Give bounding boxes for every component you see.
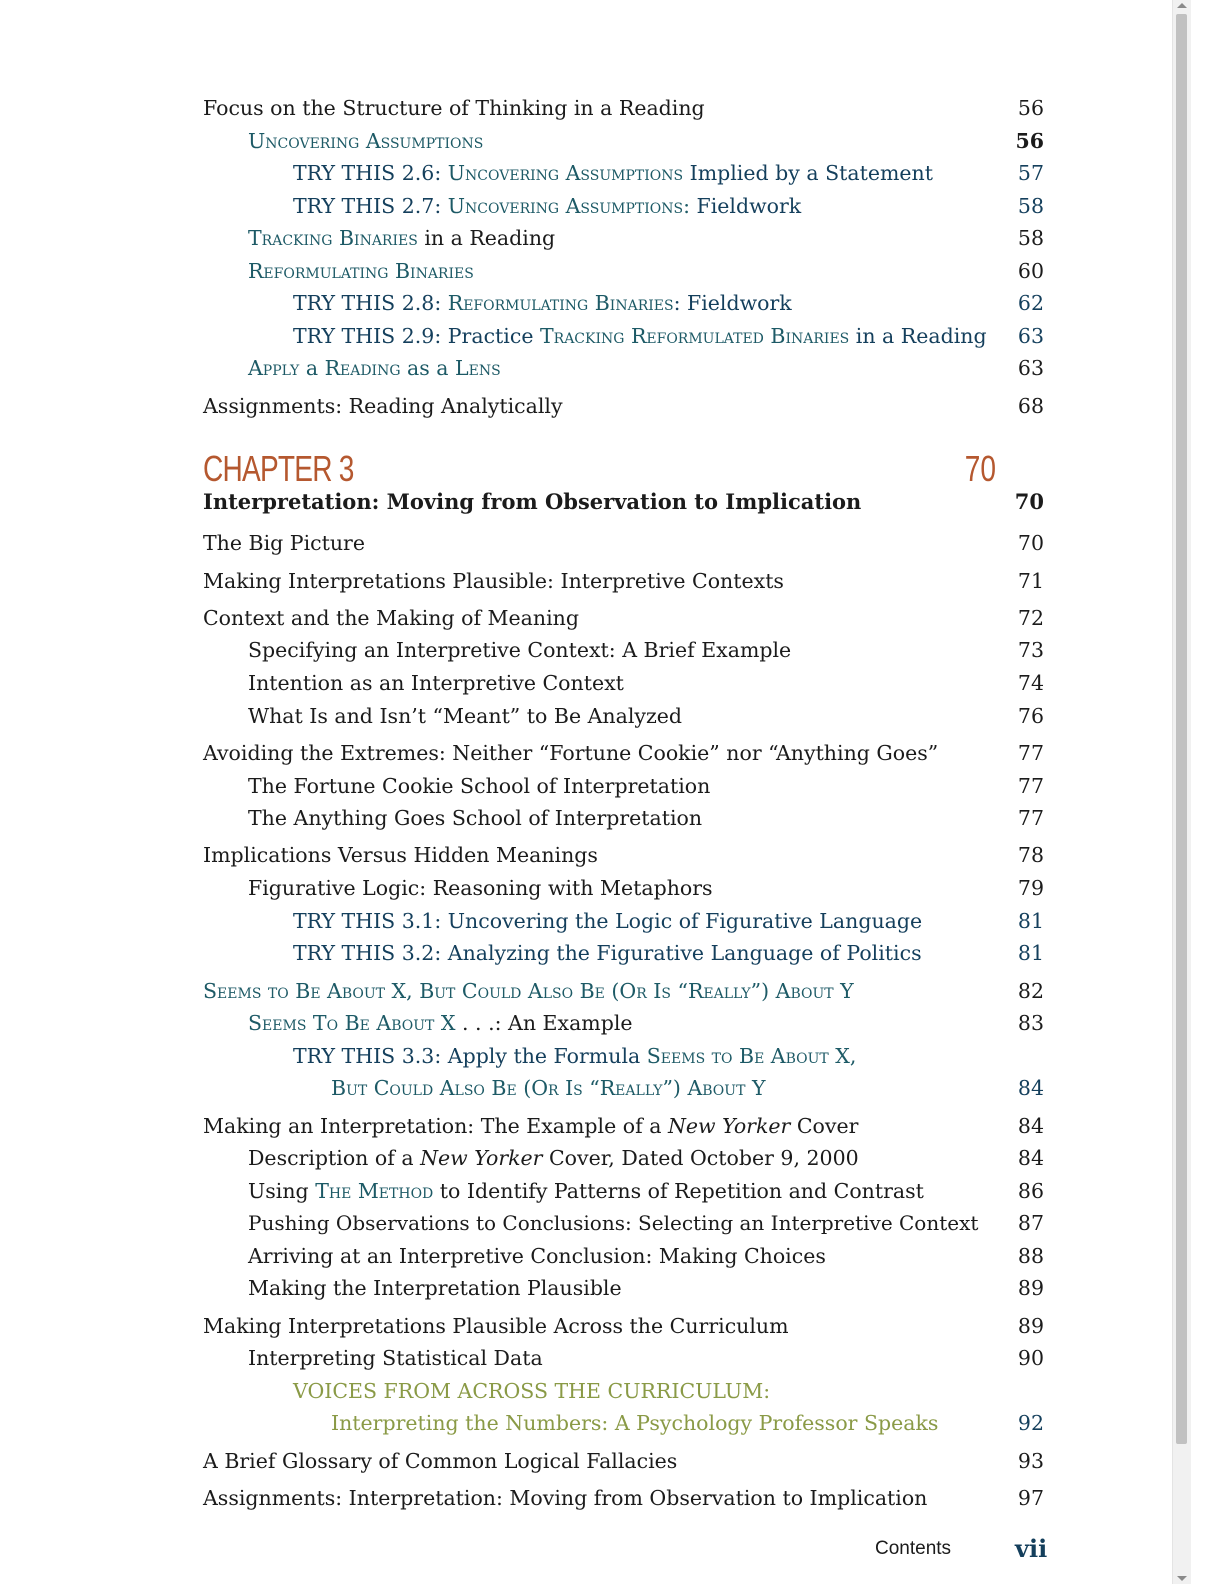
toc-entry-page: 89 (1017, 1276, 1044, 1300)
toc-entry-page: 86 (1017, 1179, 1044, 1203)
toc-entry-page: 84 (1017, 1146, 1044, 1170)
toc-entry-title: TRY THIS 2.9: Practice Tracking Reformulated Binaries in a Reading (293, 324, 987, 348)
toc-entry (203, 324, 1044, 356)
toc-entry (203, 194, 1044, 226)
toc-entry-title: What Is and Isn’t “Meant” to Be Analyzed (248, 704, 683, 728)
toc-entry (203, 96, 1044, 128)
toc-entry-page: 68 (1017, 394, 1044, 418)
page-number: vii (1015, 1534, 1048, 1563)
toc-entry-title: The Fortune Cookie School of Interpretation (248, 774, 711, 798)
toc-entry (203, 1179, 1044, 1211)
toc-entry-page: 71 (1017, 569, 1044, 593)
toc-entry-title: Interpreting Statistical Data (248, 1346, 543, 1370)
toc-entry-title: Making an Interpretation: The Example of a New Yorker Cover (203, 1114, 859, 1138)
toc-entry-page: 56 (1015, 129, 1044, 153)
toc-entry-page: 89 (1017, 1314, 1044, 1338)
toc-entry (203, 1411, 1044, 1443)
toc-entry (203, 291, 1044, 323)
toc-entry (203, 1449, 1044, 1481)
toc-entry-title: Assignments: Interpretation: Moving from Observation to Implication (203, 1486, 928, 1510)
toc-entry-page: 72 (1017, 606, 1044, 630)
toc-entry-title: Intention as an Interpretive Context (248, 671, 624, 695)
toc-entry-page: 63 (1017, 324, 1044, 348)
toc-entry-page: 79 (1017, 876, 1044, 900)
toc-entry-page: 84 (1017, 1114, 1044, 1138)
toc-entry (203, 606, 1044, 638)
toc-entry-title: Seems to Be About X, But Could Also Be (Or Is “Really”) About Y (203, 979, 854, 1003)
toc-entry (203, 161, 1044, 193)
toc-entry (203, 1114, 1044, 1146)
toc-entry-page: 81 (1017, 941, 1044, 965)
toc-entry-page: 62 (1017, 291, 1044, 315)
toc-entry (203, 806, 1044, 838)
toc-entry-page: 82 (1017, 979, 1044, 1003)
toc-entry-page: 87 (1017, 1211, 1044, 1235)
toc-entry (203, 1379, 1044, 1411)
toc-entry-title: Reformulating Binaries (248, 259, 474, 283)
chapter-title: Interpretation: Moving from Observation to Implication (203, 489, 862, 514)
toc-entry-page: 60 (1017, 259, 1044, 283)
toc-entry-page: 56 (1017, 96, 1044, 120)
toc-entry-title: Implications Versus Hidden Meanings (203, 843, 598, 867)
toc-entry-title: TRY THIS 2.8: Reformulating Binaries: Fieldwork (293, 291, 792, 315)
toc-entry (203, 1146, 1044, 1178)
toc-entry-page: 90 (1017, 1346, 1044, 1370)
toc-entry (203, 356, 1044, 388)
toc-entry-page: 81 (1017, 909, 1044, 933)
toc-entry-title: Context and the Making of Meaning (203, 606, 579, 630)
toc-entry (203, 569, 1044, 601)
toc-entry (203, 259, 1044, 291)
scroll-up-arrow-icon[interactable] (1177, 3, 1187, 8)
toc-entry-title: Avoiding the Extremes: Neither “Fortune Cookie” nor “Anything Goes” (203, 741, 939, 765)
toc-entry-page: 70 (1017, 531, 1044, 555)
toc-entry-page: 63 (1017, 356, 1044, 380)
toc-entry-title: Arriving at an Interpretive Conclusion: Making Choices (248, 1244, 826, 1268)
toc-entry-title: The Anything Goes School of Interpretation (248, 806, 703, 830)
toc-entry (203, 1314, 1044, 1346)
toc-entry (203, 704, 1044, 736)
toc-entry (203, 1276, 1044, 1308)
toc-entry-title: TRY THIS 2.6: Uncovering Assumptions Implied by a Statement (293, 161, 933, 185)
toc-entry-page: 92 (1017, 1411, 1044, 1435)
toc-entry-title: TRY THIS 3.1: Uncovering the Logic of Figurative Language (293, 909, 923, 933)
toc-entry (203, 876, 1044, 908)
toc-entry (203, 1076, 1044, 1108)
toc-entry-page: 57 (1017, 161, 1044, 185)
toc-entry (203, 531, 1044, 563)
chapter-page-number: 70 (964, 448, 996, 489)
toc-entry-page: 58 (1017, 194, 1044, 218)
toc-entry-title: The Big Picture (203, 531, 365, 555)
toc-entry (203, 774, 1044, 806)
toc-entry (203, 671, 1044, 703)
chapter-title-page: 70 (1014, 489, 1044, 514)
toc-entry-title: TRY THIS 3.3: Apply the Formula Seems to Be About X, (293, 1044, 857, 1068)
toc-entry (203, 638, 1044, 670)
toc-entry-page: 97 (1017, 1486, 1044, 1510)
toc-entry-title: A Brief Glossary of Common Logical Fallacies (203, 1449, 678, 1473)
toc-entry-page: 73 (1017, 638, 1044, 662)
toc-entry (203, 1346, 1044, 1378)
toc-entry-title: Using The Method to Identify Patterns of Repetition and Contrast (248, 1179, 924, 1203)
toc-entry (203, 226, 1044, 258)
toc-entry-page: 78 (1017, 843, 1044, 867)
toc-entry (203, 394, 1044, 426)
toc-entry-title: Making the Interpretation Plausible (248, 1276, 622, 1300)
chapter-title-entry (203, 490, 1044, 522)
voices-heading: VOICES FROM ACROSS THE CURRICULUM: (293, 1379, 771, 1403)
toc-entry-title: Figurative Logic: Reasoning with Metaphors (248, 876, 713, 900)
toc-entry-page: 58 (1017, 226, 1044, 250)
toc-entry-page: 84 (1017, 1076, 1044, 1100)
toc-entry-title: Seems To Be About X . . .: An Example (248, 1011, 633, 1035)
toc-entry (203, 941, 1044, 973)
toc-entry-page: 88 (1017, 1244, 1044, 1268)
toc-entry-page: 74 (1017, 671, 1044, 695)
toc-entry-title: Uncovering Assumptions (248, 129, 484, 153)
toc-entry-title: Apply a Reading as a Lens (248, 356, 501, 380)
toc-entry-title: Specifying an Interpretive Context: A Brief Example (248, 638, 792, 662)
toc-entry-title: Focus on the Structure of Thinking in a Reading (203, 96, 705, 120)
toc-entry-page: 83 (1017, 1011, 1044, 1035)
toc-entry-title: Tracking Binaries in a Reading (248, 226, 556, 250)
toc-entry (203, 843, 1044, 875)
vertical-scrollbar[interactable] (1172, 0, 1191, 1584)
toc-entry-title: Description of a New Yorker Cover, Dated October 9, 2000 (248, 1146, 859, 1170)
toc-entry-page: 77 (1017, 806, 1044, 830)
scroll-down-arrow-icon[interactable] (1177, 1576, 1187, 1581)
scrollbar-thumb[interactable] (1176, 14, 1187, 1444)
toc-entry (203, 741, 1044, 773)
toc-entry-title: Making Interpretations Plausible Across the Curriculum (203, 1314, 789, 1338)
toc-entry-page: 77 (1017, 774, 1044, 798)
toc-entry-title: TRY THIS 3.2: Analyzing the Figurative Language of Politics (293, 941, 922, 965)
toc-entry (203, 1244, 1044, 1276)
toc-entry (203, 129, 1044, 161)
toc-entry (203, 1044, 1044, 1076)
running-footer-label: Contents (875, 1538, 952, 1559)
toc-entry-page: 77 (1017, 741, 1044, 765)
toc-entry (203, 1011, 1044, 1043)
toc-entry (203, 979, 1044, 1011)
toc-entry (203, 1486, 1044, 1518)
toc-entry-page: 76 (1017, 704, 1044, 728)
toc-entry-title: Interpreting the Numbers: A Psychology Professor Speaks (331, 1411, 939, 1435)
toc-entry-title: Making Interpretations Plausible: Interpretive Contexts (203, 569, 784, 593)
toc-entry-title: TRY THIS 2.7: Uncovering Assumptions: Fieldwork (293, 194, 802, 218)
chapter-label: CHAPTER 3 (203, 448, 354, 489)
toc-entry-title: Assignments: Reading Analytically (203, 394, 563, 418)
toc-entry (203, 1211, 1044, 1243)
toc-entry (203, 909, 1044, 941)
toc-entry-title: But Could Also Be (Or Is “Really”) About Y (331, 1076, 766, 1100)
toc-entry-page: 93 (1017, 1449, 1044, 1473)
toc-entry-title: Pushing Observations to Conclusions: Selecting an Interpretive Context (248, 1211, 979, 1235)
